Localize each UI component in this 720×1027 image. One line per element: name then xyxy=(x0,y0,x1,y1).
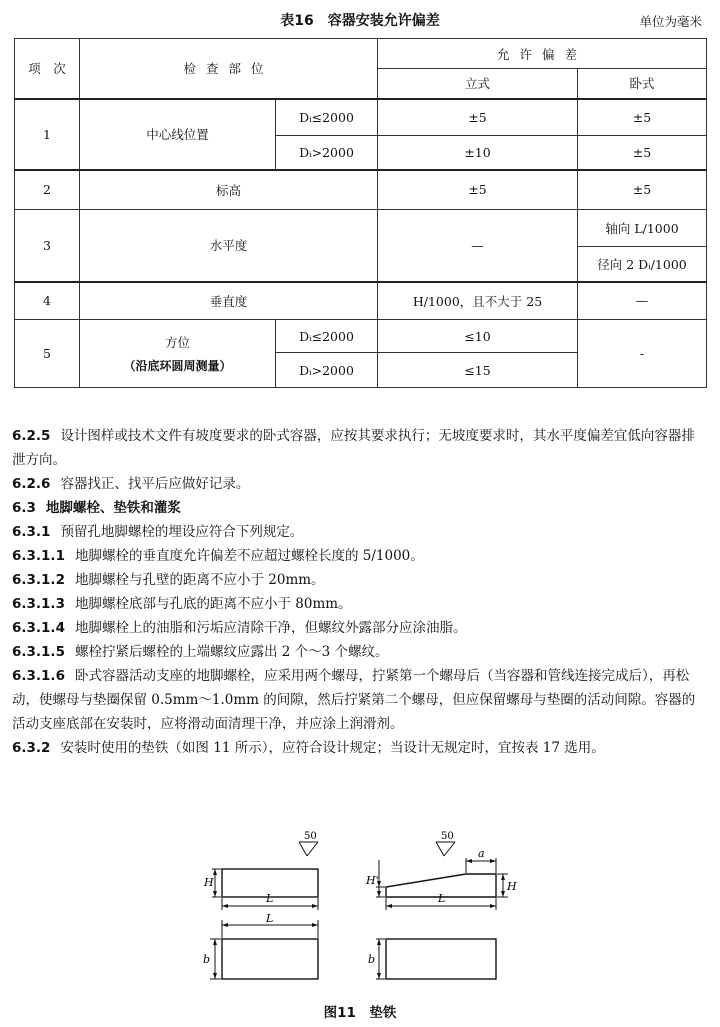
row4-vertical: H/1000，且不大于 25 xyxy=(378,282,578,320)
header-tolerance: 允许偏差 xyxy=(378,39,707,69)
roughness-symbol-right xyxy=(436,842,455,856)
row5-cond-b: Dᵢ>2000 xyxy=(276,353,378,388)
clause-list xyxy=(12,424,708,760)
dim-label-H-left: H xyxy=(204,876,214,889)
roughness-label-right: 50 xyxy=(441,831,454,842)
roughness-symbol-left xyxy=(299,842,318,856)
row4-no: 4 xyxy=(15,282,80,320)
row5-no: 5 xyxy=(15,320,80,388)
shim-drawing xyxy=(0,820,720,1000)
row1-vertical-a: ±5 xyxy=(378,99,578,136)
row3-no: 3 xyxy=(15,210,80,282)
row5-horizontal: - xyxy=(578,320,707,388)
clause-6-3-1-6: 6.3.1.6 卧式容器活动支座的地脚螺栓，应采用两个螺母，拧紧第一个螺母后（当容器和管线连接完成后），再松动，使螺母与垫圈保留 0.5mm～1.0mm 的间隙，然后拧紧第二个螺母，但应保留螺母与垫圈的活动间隙。容器的活动支座底部在安装时，应将滑动面清理干净，并应涂上润滑剂。 xyxy=(12,668,696,732)
row2-part: 标高 xyxy=(80,170,378,210)
table-title: 表16 容器安装允许偏差 xyxy=(280,13,440,29)
row1-no: 1 xyxy=(15,99,80,170)
row5-vertical-a: ≤10 xyxy=(378,320,578,353)
dim-label-L-left: L xyxy=(266,892,274,905)
dim-label-H-prime: H' xyxy=(366,874,379,887)
row2-vertical: ±5 xyxy=(378,170,578,210)
header-horizontal: 卧式 xyxy=(578,69,707,99)
clause-6-3-1-5: 6.3.1.5 螺栓拧紧后螺栓的上端螺纹应露出 2 个～3 个螺纹。 xyxy=(12,644,389,660)
clause-6-3-1: 6.3.1 预留孔地脚螺栓的埋设应符合下列规定。 xyxy=(12,524,304,540)
figure-caption: 图11 垫铁 xyxy=(323,1005,397,1021)
row1-horizontal-b: ±5 xyxy=(578,136,707,170)
dim-label-L-plan-left: L xyxy=(266,912,274,925)
dim-label-a: a xyxy=(478,847,485,860)
header-item: 项 次 xyxy=(15,39,80,99)
flat-shim-plan xyxy=(222,939,318,979)
clause-6-3-1-3: 6.3.1.3 地脚螺栓底部与孔底的距离不应小于 80mm。 xyxy=(12,596,352,612)
shim-figure xyxy=(0,820,720,1000)
roughness-label-left: 50 xyxy=(304,831,317,842)
row3-part: 水平度 xyxy=(80,210,378,282)
dim-label-b-left: b xyxy=(203,953,211,966)
row5-part-note: （沿底环圆周测量） xyxy=(123,359,232,373)
row5-vertical-b: ≤15 xyxy=(378,353,578,388)
row4-part: 垂直度 xyxy=(80,282,378,320)
row1-horizontal-a: ±5 xyxy=(578,99,707,136)
header-check-part: 检查部位 xyxy=(80,39,378,99)
table-unit: 单位为毫米 xyxy=(639,14,702,29)
row5-cond-a: Dᵢ≤2000 xyxy=(276,320,378,353)
taper-shim-plan xyxy=(386,939,496,979)
row5-part-cell xyxy=(80,320,276,388)
clause-6-2-5: 6.2.5 设计图样或技术文件有坡度要求的卧式容器，应按其要求执行；无坡度要求时，其水平度偏差宜低向容器排泄方向。 xyxy=(12,428,695,468)
row4-horizontal: — xyxy=(578,282,707,320)
clause-6-2-6: 6.2.6 容器找正、找平后应做好记录。 xyxy=(12,476,250,492)
row3-horizontal-a: 轴向 L/1000 xyxy=(578,210,707,247)
tolerance-table xyxy=(14,38,707,388)
clause-6-3-1-1: 6.3.1.1 地脚螺栓的垂直度允许偏差不应超过螺栓长度的 5/1000。 xyxy=(12,548,424,564)
row1-vertical-b: ±10 xyxy=(378,136,578,170)
table-caption-row xyxy=(0,10,720,32)
dim-label-L-right: L xyxy=(438,892,446,905)
section-heading-6-3: 6.3 地脚螺栓、垫铁和灌浆 xyxy=(12,500,181,516)
row2-no: 2 xyxy=(15,170,80,210)
row2-horizontal: ±5 xyxy=(578,170,707,210)
clause-6-3-1-2: 6.3.1.2 地脚螺栓与孔壁的距离不应小于 20mm。 xyxy=(12,572,325,588)
row3-horizontal-b: 径向 2 Dᵢ/1000 xyxy=(578,247,707,282)
row5-part: 方位 xyxy=(164,335,190,350)
row3-vertical: — xyxy=(378,210,578,282)
clause-6-3-1-4: 6.3.1.4 地脚螺栓上的油脂和污垢应清除干净，但螺纹外露部分应涂油脂。 xyxy=(12,620,467,636)
row1-cond-a: Dᵢ≤2000 xyxy=(276,99,378,136)
clause-6-3-2: 6.3.2 安装时使用的垫铁（如图 11 所示），应符合设计规定；当设计无规定时，宜按表 17 选用。 xyxy=(12,740,605,756)
dim-label-H-right: H xyxy=(507,880,517,893)
dim-label-b-right: b xyxy=(368,953,376,966)
row1-cond-b: Dᵢ>2000 xyxy=(276,136,378,170)
header-vertical: 立式 xyxy=(378,69,578,99)
row1-part: 中心线位置 xyxy=(80,99,276,170)
